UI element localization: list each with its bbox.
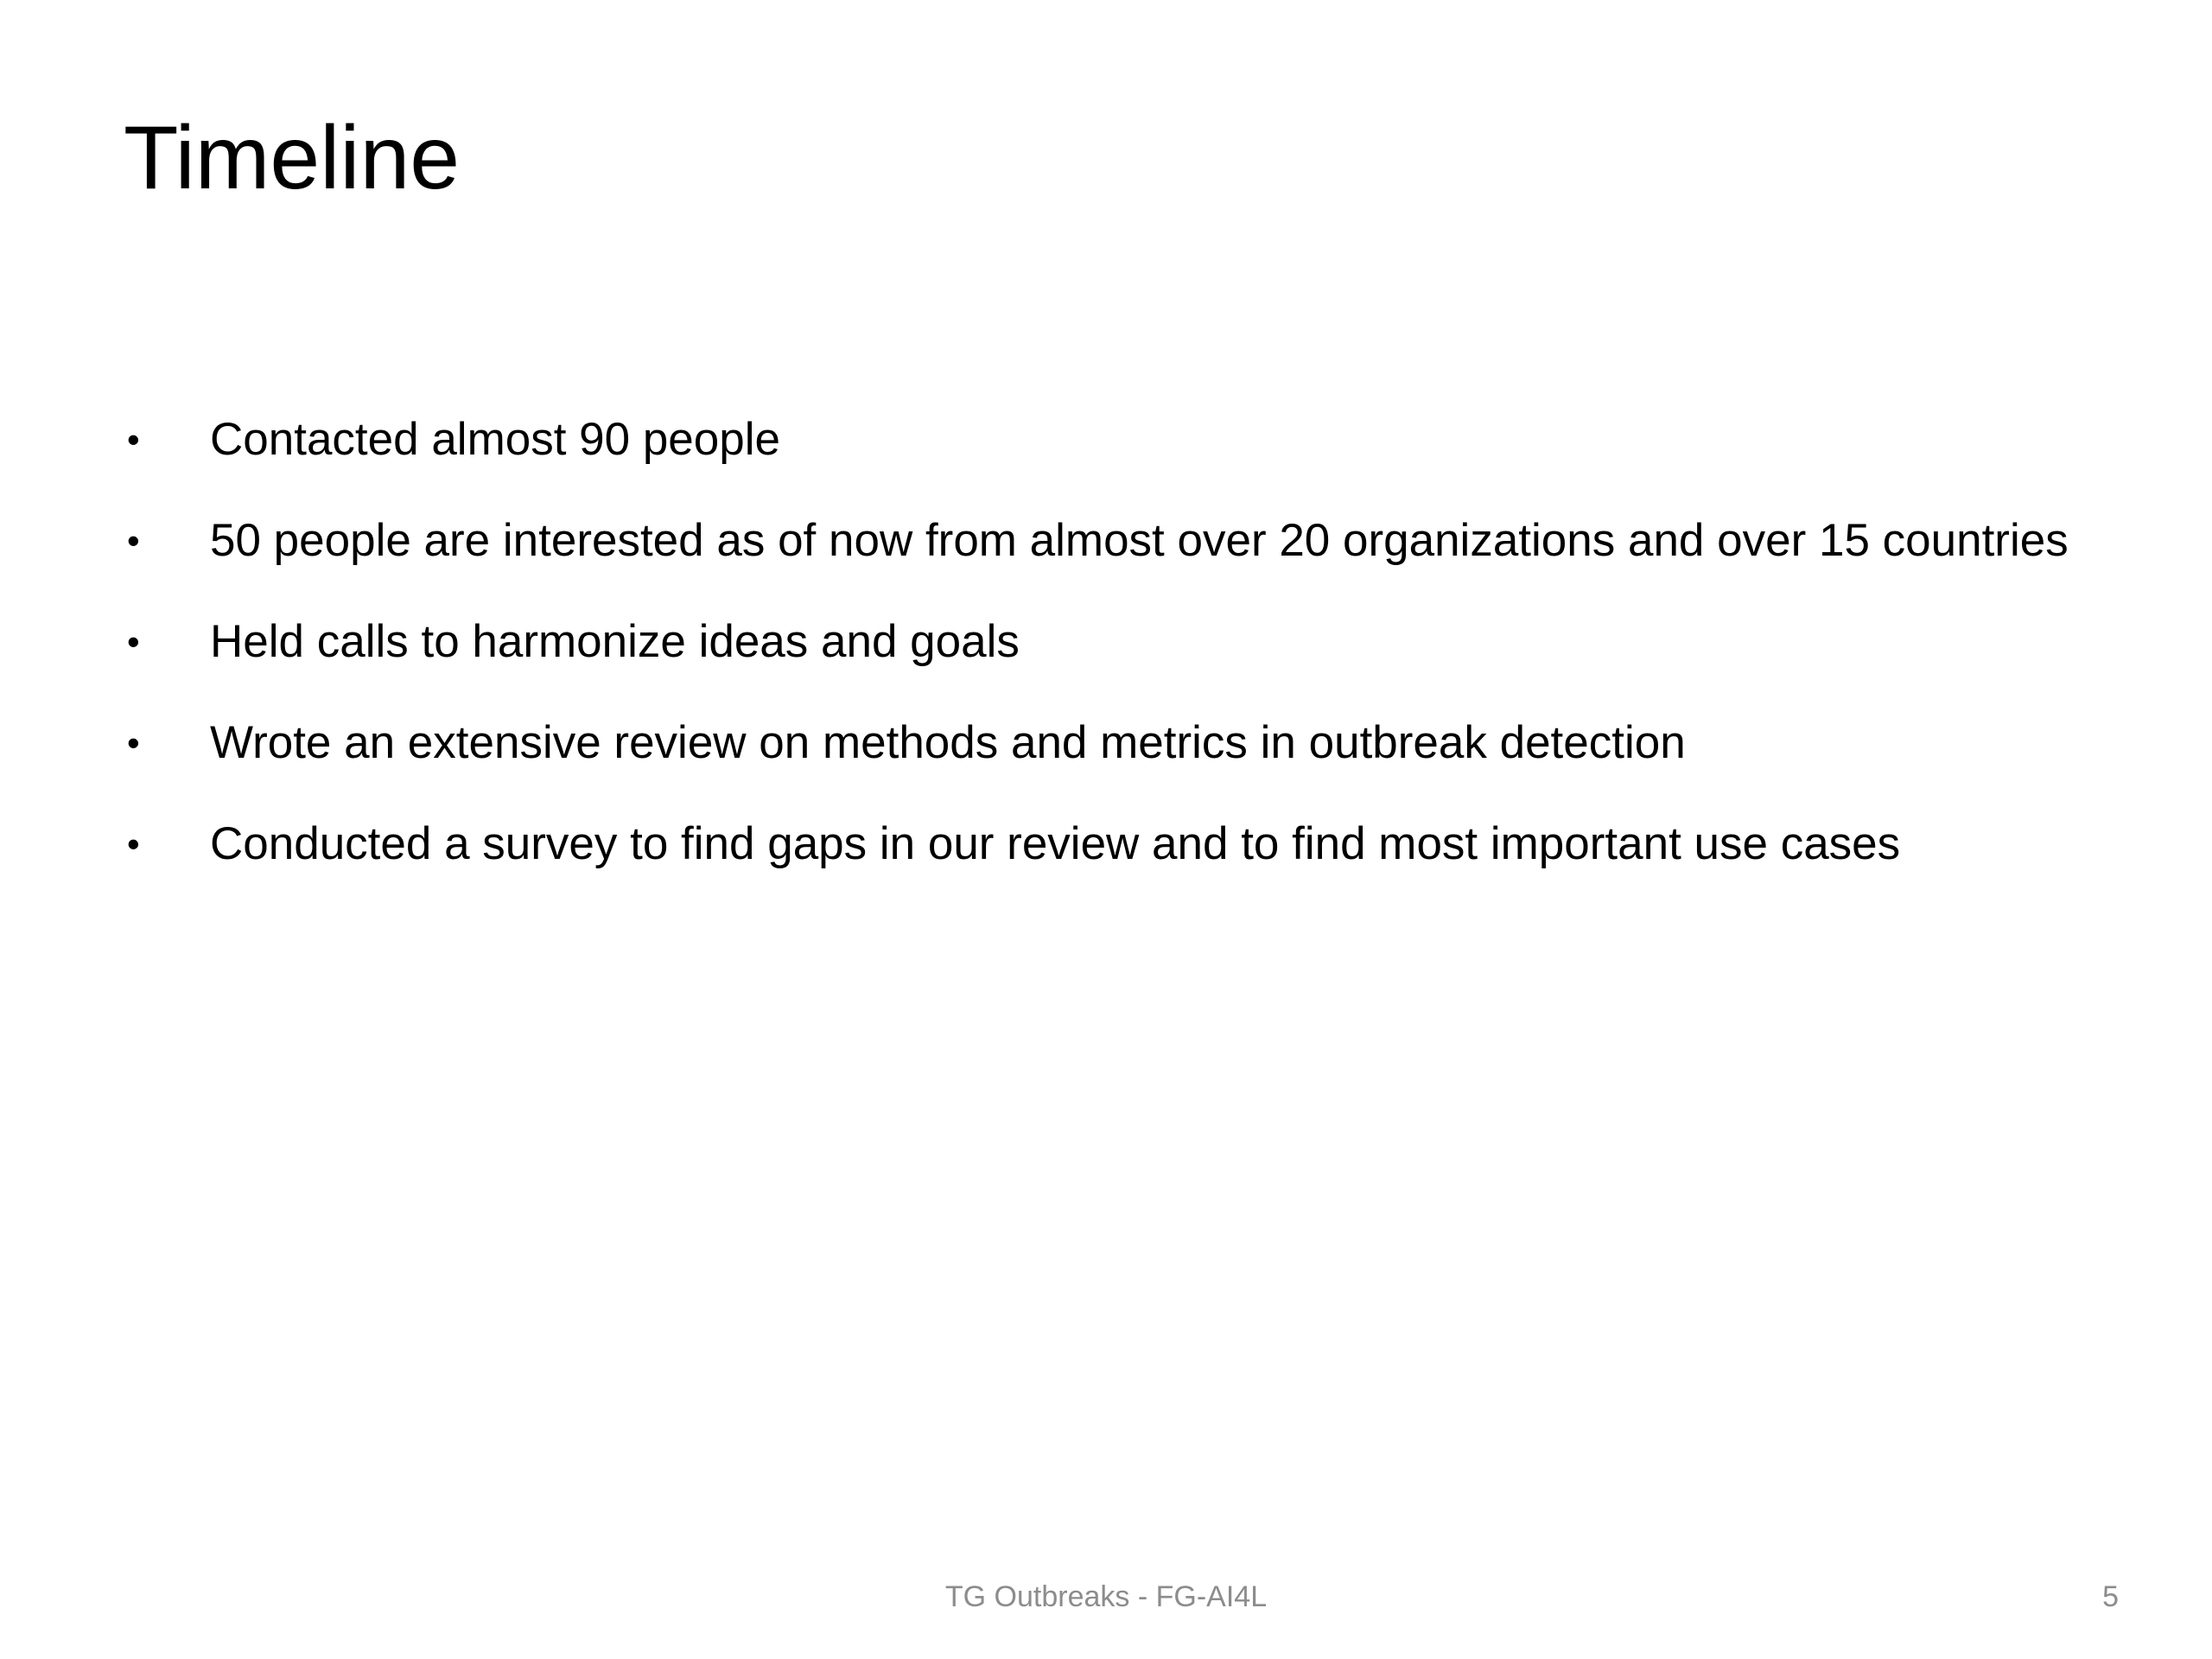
bullet-text: Held calls to harmonize ideas and goals (210, 616, 1020, 667)
bullet-item (124, 408, 2111, 471)
bullet-item (124, 812, 2111, 875)
bullet-icon: • (127, 722, 140, 763)
bullet-item (124, 509, 2111, 572)
bullet-icon: • (127, 823, 140, 864)
bullet-icon: • (127, 621, 140, 662)
bullet-list (124, 408, 2111, 913)
page-number: 5 (2102, 1580, 2119, 1613)
slide-title: Timeline (124, 108, 461, 208)
bullet-item (124, 711, 2111, 774)
slide-footer: TG Outbreaks - FG-AI4L (944, 1580, 1268, 1613)
bullet-icon: • (127, 419, 140, 460)
bullet-text: 50 people are interested as of now from almost over 20 organizations and over 15 countries (210, 515, 2069, 566)
bullet-icon: • (127, 520, 140, 561)
bullet-text: Wrote an extensive review on methods and metrics in outbreak detection (210, 717, 1686, 768)
bullet-text: Conducted a survey to find gaps in our review and to find most important use cases (210, 818, 1901, 869)
bullet-item (124, 610, 2111, 673)
bullet-text: Contacted almost 90 people (210, 414, 780, 465)
